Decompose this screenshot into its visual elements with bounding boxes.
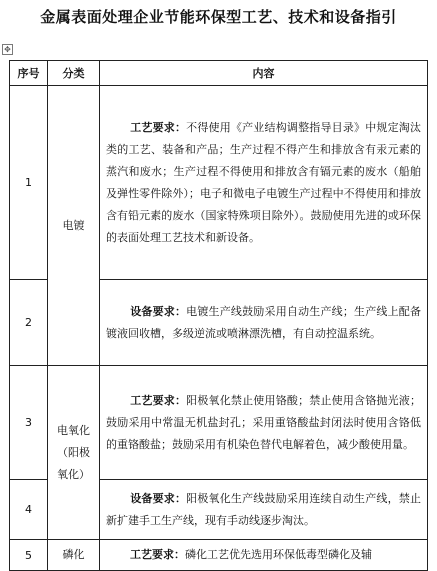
category-line: 氧化） bbox=[57, 467, 90, 481]
content-cell bbox=[100, 540, 428, 571]
content-cell bbox=[100, 366, 428, 480]
category-line: （阳极 bbox=[57, 445, 90, 459]
content-text: 电镀生产线鼓励采用自动生产线；生产线上配备镀液回收槽，多级逆流或喷淋漂洗槽，有自动控温系统。 bbox=[106, 304, 422, 340]
content-cell bbox=[100, 480, 428, 540]
row-number: 3 bbox=[10, 366, 48, 480]
content-label: 设备要求： bbox=[130, 304, 187, 318]
content-label: 设备要求： bbox=[130, 491, 187, 505]
content-text: 阳极氧化生产线鼓励采用连续自动生产线，禁止新扩建手工生产线，现有手动线逐步淘汰。 bbox=[106, 491, 422, 527]
row-number: 4 bbox=[10, 480, 48, 540]
table-row bbox=[10, 540, 428, 571]
header-num: 序号 bbox=[10, 61, 48, 86]
content-label: 工艺要求： bbox=[130, 393, 187, 407]
row-number: 5 bbox=[10, 540, 48, 571]
category-cell bbox=[48, 366, 100, 540]
category-cell: 磷化 bbox=[48, 540, 100, 571]
header-content: 内容 bbox=[100, 61, 428, 86]
row-number: 1 bbox=[10, 86, 48, 280]
content-label: 工艺要求： bbox=[130, 120, 187, 134]
content-label: 工艺要求： bbox=[130, 548, 185, 561]
category-cell: 电镀 bbox=[48, 86, 100, 366]
guideline-table bbox=[9, 60, 428, 571]
content-cell bbox=[100, 86, 428, 280]
content-text: 磷化工艺优先选用环保低毒型磷化及辅 bbox=[185, 548, 372, 561]
content-cell bbox=[100, 280, 428, 366]
content-text: 不得使用《产业结构调整指导目录》中规定淘汰类的工艺、装备和产品；生产过程不得产生和排放含有汞元素的蒸汽和废水；生产过程不得使用和排放含有镉元素的废水（船舶及弹性零件除外）；电子和微电子电镀生产过程中不得使用和排放含有铅元素的废水（国家特殊项目除外）。鼓励使用先进的或环保的表面处理工艺技术和新设备。 bbox=[106, 120, 422, 244]
table-row bbox=[10, 86, 428, 280]
table-move-handle-icon[interactable]: ✥ bbox=[2, 44, 13, 55]
document-title: 金属表面处理企业节能环保型工艺、技术和设备指引 bbox=[40, 8, 397, 26]
header-category: 分类 bbox=[48, 61, 100, 86]
row-number: 2 bbox=[10, 280, 48, 366]
content-text: 阳极氧化禁止使用铬酸；禁止使用含铬抛光液；鼓励采用中常温无机盐封孔；采用重铬酸盐封闭法时使用含铬低的重铬酸盐；鼓励采用有机染色替代电解着色，减少酸使用量。 bbox=[106, 393, 422, 451]
table-header-row bbox=[10, 61, 428, 86]
category-line: 电氧化 bbox=[57, 423, 90, 437]
table-row bbox=[10, 366, 428, 480]
